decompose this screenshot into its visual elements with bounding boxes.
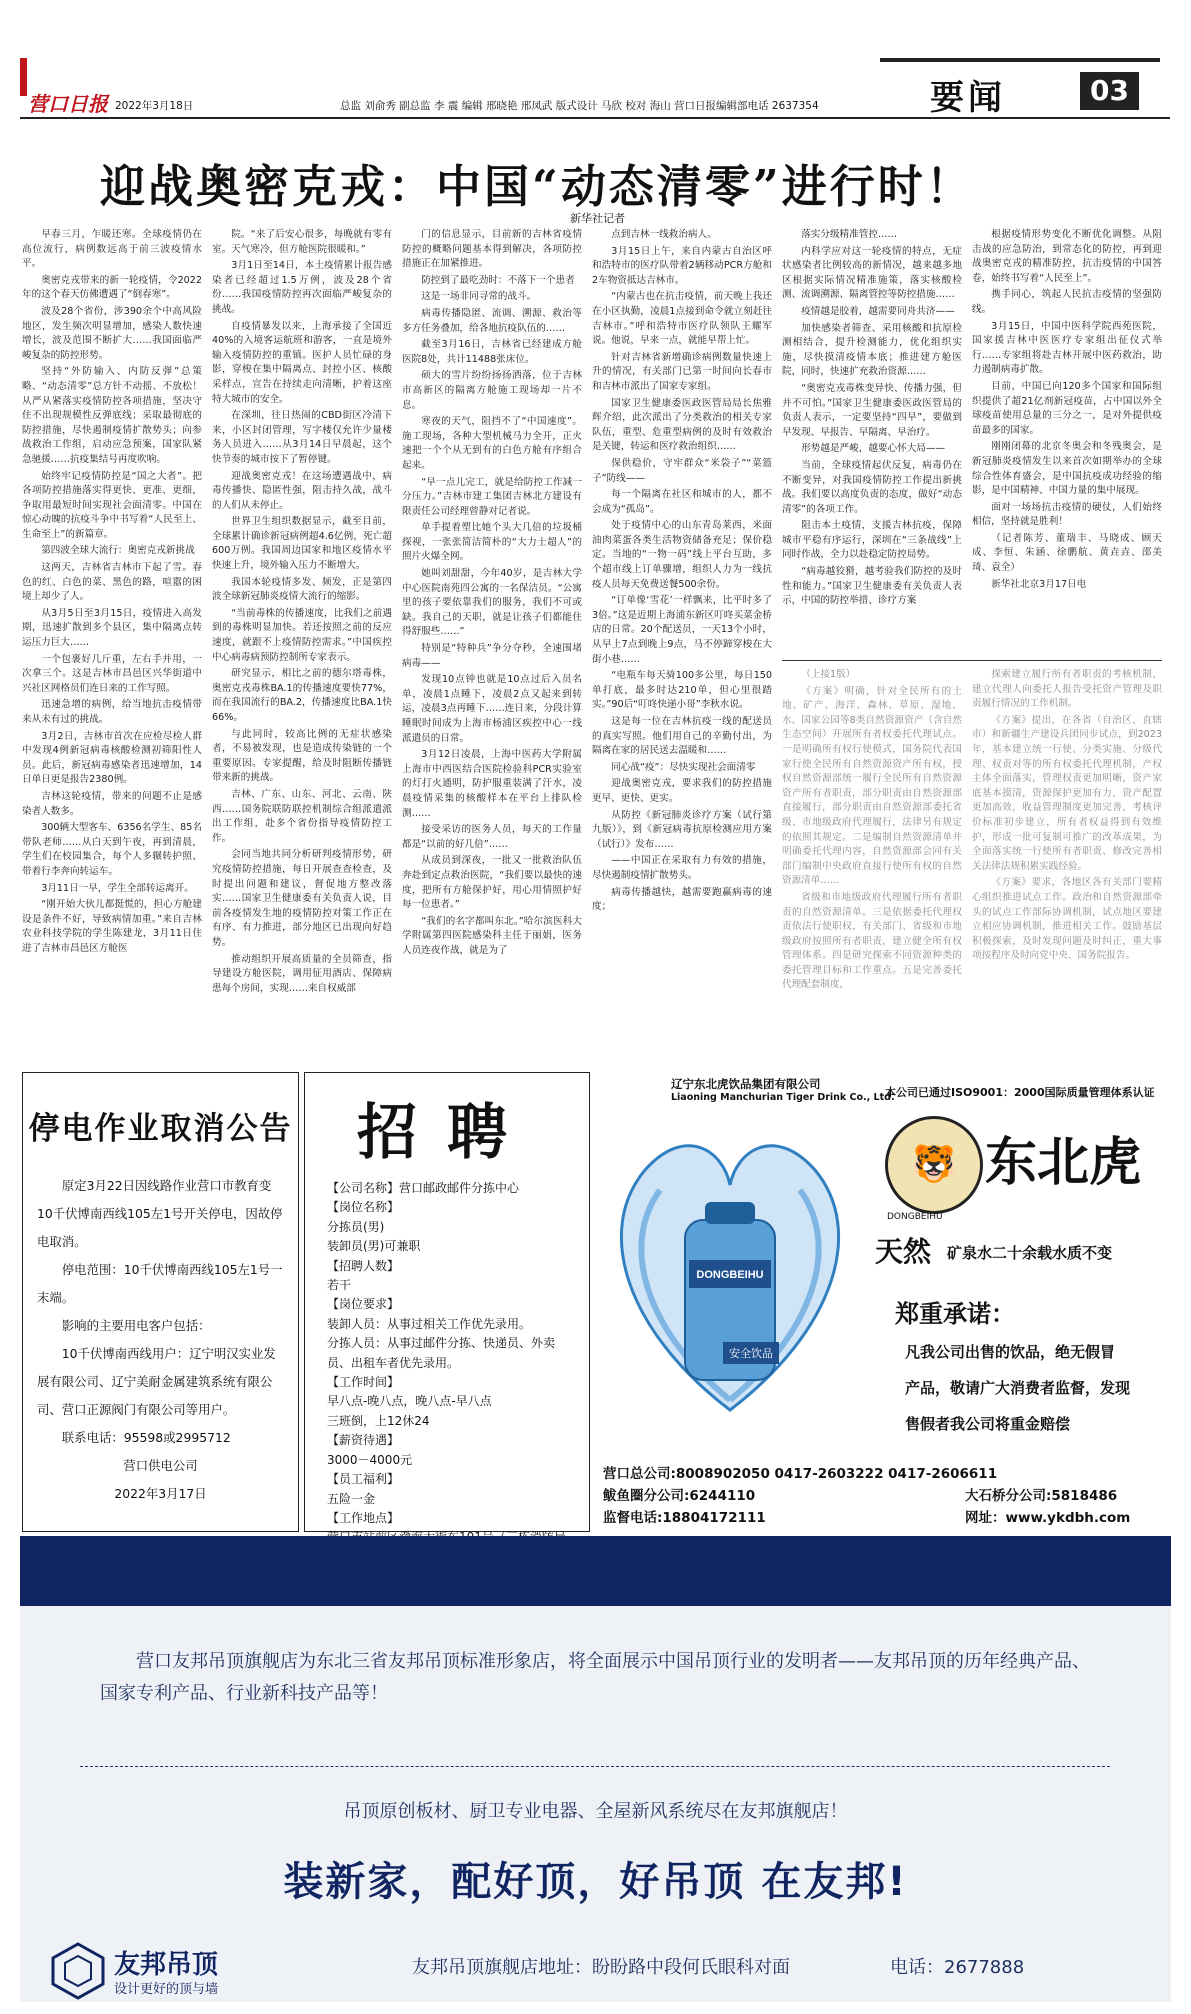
power-notice-p3: 影响的主要用电客户包括： bbox=[61, 1318, 211, 1333]
recruitment-line: 若干 bbox=[327, 1278, 352, 1293]
ceiling-address: 友邦吊顶旗舰店地址：盼盼路中段何氏眼科对面 bbox=[412, 1957, 790, 1978]
iso-cert: 本公司已通过ISO9001：2000国际质量管理体系认证 bbox=[885, 1086, 1155, 1099]
page-number: 03 bbox=[1080, 72, 1139, 110]
article-paragraph: 门的信息显示，目前新的吉林省疫情防控的概略问题基本得到解决，各项防控措施正在加紧推进。 bbox=[402, 229, 582, 270]
article-paragraph: 3月2日，吉林市首次在应检尽检人群中发现4例新冠病毒核酸检测初筛阳性人员。此后，新冠病毒感染者迅速增加，14日单日更是报告2380例。 bbox=[22, 730, 202, 786]
safety-badge: 安全饮品 bbox=[723, 1342, 779, 1364]
recruitment-line: 早八点-晚八点，晚八点-早八点 bbox=[327, 1394, 492, 1409]
water-company-en: Liaoning Manchurian Tiger Drink Co., Ltd. bbox=[671, 1092, 895, 1103]
article-byline: 新华社记者 bbox=[570, 212, 625, 225]
article-paragraph: （记者陈芳、董瑞丰、马晓成、顾天成、李恒、朱涵、徐鹏航、黄垚垚、邵美琦、袁全） bbox=[972, 532, 1162, 574]
article-paragraph: 省级和市地级政府代理履行所有者职责的自然资源清单。三是依据委托代理权责依法行使职权，有关部门、省级和市地级政府按照所有者职责，建立健全所有权管理体系。四是研究探索不同资源种类的委托管理目标和工作重点。五是完善委托代理配套制度， bbox=[782, 891, 962, 991]
recruitment-title: 招聘 bbox=[357, 1098, 537, 1168]
editors-line: 总监 刘俞秀 副总监 李 震 编辑 邢晓艳 邢凤武 版式设计 马欣 校对 海山 营口日报编辑部电话 2637354 bbox=[340, 100, 819, 112]
power-notice-signature: 营口供电公司 bbox=[123, 1458, 198, 1473]
power-notice-p2: 停电范围：10千伏博南西线105左1号一末端。 bbox=[37, 1262, 283, 1305]
sidebar-column-1 bbox=[782, 668, 962, 1063]
article-paragraph: 阻击本土疫情，支援吉林抗疫，保障城市平稳有序运行，深圳在“三条战线”上同时作战，全力以赴稳定防控局势。 bbox=[782, 520, 962, 561]
recruitment-line: 【招聘人数】 bbox=[327, 1258, 400, 1273]
article-paragraph: 3月11日一早，学生全部转运离开。 bbox=[41, 882, 194, 894]
article-paragraph: 病毒传播隐匿、流调、溯源、救治等多方任务叠加，给各地抗疫队伍的…… bbox=[402, 307, 582, 334]
article-paragraph: 这两天，吉林省吉林市下起了雪。春色的红、白色的菜、黑色的路，喧嚣的困境上却少了人。 bbox=[22, 562, 202, 603]
water-ad bbox=[595, 1072, 1171, 1530]
power-notice-ad bbox=[22, 1072, 299, 1532]
ceiling-para-1: 营口友邦吊顶旗舰店为东北三省友邦吊顶标准形象店，将全面展示中国吊顶行业的发明者——友邦吊顶的历年经典产品、国家专利产品、行业新科技产品等！ bbox=[100, 1651, 1090, 1704]
article-headline: 迎战奥密克戎：中国“动态清零”进行时！ bbox=[100, 160, 974, 213]
article-paragraph: 第四波全球大流行：奥密克戎新挑战 bbox=[41, 545, 195, 557]
article-paragraph: 根据疫情形势变化不断优化调整。从阻击战的应急防治，到常态化的防控，再到迎战奥密克戎的精准防控，抗击疫情的中国答卷，始终书写着“人民至上”。 bbox=[972, 229, 1162, 284]
article-column-6 bbox=[972, 228, 1162, 648]
article-paragraph: 院。“来了后安心很多，每晚就有零有室。天气寒冷，但方舱医院很暖和。” bbox=[212, 229, 392, 255]
article-paragraph: 保供稳价，守牢群众“米袋子”“菜篮子”防线—— bbox=[592, 457, 772, 484]
ceiling-logo bbox=[48, 1941, 108, 2005]
water-hotline: 监督电话:18804172111 bbox=[603, 1510, 766, 1526]
article-paragraph: 研究显示，相比之前的德尔塔毒株，奥密克戎毒株BA.1的传播速度要快77%，而在我国流行的BA.2，传播速度比BA.1快66%。 bbox=[212, 668, 392, 723]
article-paragraph: 面对一场场抗击疫情的硬仗，人们始终相信，坚持就是胜利！ bbox=[972, 501, 1162, 528]
article-paragraph: 国家卫生健康委医政医管局局长焦雅辉介绍，此次派出了分类救治的相关专家队伍，重型、危重型病例的及时有效救治是关键，转运和医疗救治组织…… bbox=[592, 397, 772, 453]
article-paragraph: 截至3月16日，吉林省已经建成方舱医院8处，共计11488张床位。 bbox=[402, 339, 582, 365]
article-paragraph: 新华社北京3月17日电 bbox=[991, 578, 1087, 590]
article-paragraph: 《方案》要求，各地区各有关部门要精心组织推进试点工作。政治和自然资源部牵头的试点工作部际协调机制，试点地区要建立相应协调机制，推进相关工作。鼓励基层积极探索，及时发现问题及时纠正，重大事项按程序及时向党中央、国务院报告。 bbox=[972, 877, 1162, 962]
article-paragraph: 接受采访的医务人员，每天的工作量都是“以前的好几倍”…… bbox=[402, 824, 582, 850]
article-paragraph: 从成员到深夜，一批又一批救治队伍奔赴到定点救治医院，“我们要以最快的速度，把所有方舱保护好，用心用情照护好每一位患者。” bbox=[402, 855, 582, 911]
article-paragraph: 探索建立履行所有者职责的考核机制，建立代理人向委托人报告受托资产管理及职责履行情况的工作机制。 bbox=[972, 669, 1162, 710]
promise-line-2: 产品，敬请广大消费者监督，发现 bbox=[905, 1379, 1131, 1397]
water-shiqiao-phone: 大石桥分公司:5818486 bbox=[965, 1488, 1118, 1504]
power-notice-date: 2022年3月17日 bbox=[114, 1486, 207, 1501]
article-paragraph: 从3月5日至3月15日，疫情进入高发期，迅速扩散到多个县区，集中隔离点转运压力巨大…… bbox=[22, 607, 202, 649]
article-paragraph: 同心战“疫”：尽快实现社会面清零 bbox=[611, 761, 756, 773]
recruitment-line: 装卸人员：从事过相关工作优先录用。 bbox=[327, 1316, 532, 1331]
article-paragraph: “奥密克戎毒株变异快、传播力强，但并不可怕。”国家卫生健康委医政医管局的负责人表示，一定要坚持“四早”，要做到早发现、早报告、早隔离、早治疗。 bbox=[782, 382, 962, 438]
article-paragraph: “电瓶车每天骑100多公里，每日150单打底，最多时达210单，但心里很踏实。”90后“叮咚快递小哥”李秋水说。 bbox=[592, 670, 772, 711]
water-bayuquan-phone: 鲅鱼圈分公司:6244110 bbox=[603, 1488, 756, 1504]
water-contact-block bbox=[595, 1462, 1171, 1530]
ceiling-para-2: 吊顶原创板材、厨卫专业电器、全屋新风系统尽在友邦旗舰店！ bbox=[343, 1801, 848, 1822]
tiger-logo-icon: 🐯 bbox=[885, 1116, 983, 1214]
article-paragraph: “内蒙古也在抗击疫情，前天晚上我还在小区执勤，凌晨1点接到命令就立刻赶往吉林市。”呼和浩特市医疗队领队王耀军说。他说，早来一点，就能早帮上忙。 bbox=[592, 291, 772, 347]
article-paragraph: “我们的名字都叫东北。”哈尔滨医科大学附属第四医院感染科主任于丽娟，医务人员连夜作战，就是为了 bbox=[402, 915, 582, 956]
recruitment-ad bbox=[304, 1072, 590, 1532]
article-paragraph: 落实分级精准管控…… bbox=[801, 229, 898, 240]
article-paragraph: 单手提着塑比她个头大几倍的垃圾桶探视，一张张简洁简朴的“大力士超人”的照片火爆全网。 bbox=[402, 522, 582, 563]
article-paragraph: 发现10点钟也就是10点过后入员名单，凌晨1点睡下，凌晨2点又起来到转运，凌晨3点再睡下……连日来，分段计算睡眠时间成为上海市杨浦区疾控中心一线派遣员的日常。 bbox=[402, 674, 582, 744]
article-paragraph: 世界卫生组织数据显示，截至目前，全球累计确诊新冠病例超4.6亿例，死亡超600万例。我国周边国家和地区疫情水平快速上升，境外输入压力不断增大。 bbox=[212, 516, 392, 572]
recruitment-line: 【工作地点】 bbox=[327, 1510, 400, 1525]
article-paragraph: 《方案》明确，针对全民所有的土地、矿产、海洋、森林、草原、湿地、水、国家公园等8类自然资源资产（含自然生态空间）开展所有者权委托代理试点。一是明确所有权行使模式，国务院代表国家行使全民所有自然资源资产所有权，授权自然资源部统一履行全民所有自然资源资产所有者职责，部分职责由自然资源部直接履行，部分职责由自然资源部委托省级、市地级政府代理履行，法律另有规定的依照其规定。二是编制自然资源清单并明确委托代理内容，自然资源部会同有关部门编制中央政府直接行使所有权的自然资源清单…… bbox=[782, 685, 962, 887]
article-paragraph: 《方案》提出，在各省（自治区、直辖市）和新疆生产建设兵团同步试点，到2023年，基本建立统一行使、分类实施、分级代理、权责对等的所有权委托代理机制，产权主体全面落实，管理权责更加明晰，资产家底基本摸清，资源保护更加有力，资产配置更加高效，收益管理制度更加完善，考核评价标准初步建立，所有者权益得到有效维护，形成一批可复制可推广的改革成果，为全面落实统一行使所有者职责、修改完善相关法律法规积累实践经验。 bbox=[972, 714, 1162, 872]
section-title: 要闻 bbox=[930, 78, 1006, 118]
article-paragraph: 寒夜的天气，阻挡不了“中国速度”。施工现场，各种大型机械马力全开，正火速把一个个从无到有的白色方舱有序组合起来。 bbox=[402, 416, 582, 471]
power-notice-p4: 10千伏博南西线用户：辽宁明汉实业发展有限公司、辽宁美耐金属建筑系统有限公司、营口正源阀门有限公司等用户。 bbox=[37, 1346, 276, 1417]
article-paragraph: 目前，中国已向120多个国家和国际组织提供了超21亿剂新冠疫苗，占中国以外全球疫苗使用总量的三分之一，是对外提供疫苗最多的国家。 bbox=[972, 380, 1162, 436]
article-paragraph: 300辆大型客车、6356名学生、85名带队老师……从白天到午夜，再到清晨，学生们在校园集合，每个人多辗转护照、带着行李奔向转运车。 bbox=[22, 822, 202, 877]
article-paragraph: 迎战奥密克戎！在这场遭遇战中，病毒传播快、隐匿性强，阻击持久战，战斗的人们从未停止。 bbox=[212, 470, 392, 511]
article-column-4 bbox=[592, 228, 772, 1058]
recruitment-line: 分拣人员：从事过邮件分拣、快递员、外卖员、出租车者优先录用。 bbox=[327, 1336, 556, 1370]
article-column-5 bbox=[782, 228, 962, 648]
article-paragraph: 奥密克戎带来的新一轮疫情，令2022年的这个春天仿佛遭遇了“倒春寒”。 bbox=[22, 274, 202, 301]
article-paragraph: 3月15日上午，来自内蒙古自治区呼和浩特市的医疗队带着2辆移动PCR方舱和2车物资抵达吉林市。 bbox=[592, 245, 772, 286]
article-column-3 bbox=[402, 228, 582, 1058]
sidebar-rule bbox=[782, 660, 1162, 661]
article-paragraph: 处于疫情中心的山东青岛莱西，米面油肉菜蛋各类生活物资储备充足；保价稳定。当地的“一物一码”线上平台互助，多个超市线上订单骤增，组织人力为一线抗疫人员每天免费送餐500余份。 bbox=[592, 520, 772, 590]
article-paragraph: 硕大的雪片纷纷扬扬洒落，位于吉林市高新区的隔离方舱施工现场却一片不息。 bbox=[402, 370, 582, 411]
ceiling-divider bbox=[80, 1766, 1110, 1768]
article-paragraph: 疫情越是胶着，越需要同舟共济—— bbox=[801, 305, 955, 317]
article-paragraph: 病毒传播越快，越需要跑赢病毒的速度； bbox=[592, 886, 772, 913]
article-paragraph: “早一点儿完工，就是给防控工作减一分压力。”吉林市建工集团吉林北方建设有限责任公司经理曾静对记者说。 bbox=[402, 476, 582, 517]
article-paragraph: 会同当地共同分析研判疫情形势，研究疫情防控措施，每日开展查查检查，及时提出问题和建议，督促地方整改落实……国家卫生健康委有关负责人说，目前各疫情发生地的疫情防控对策工作正在有序、有力推进，部分地区已出现向好趋势。 bbox=[212, 849, 392, 948]
slogan-tianran: 天然 bbox=[875, 1235, 932, 1268]
article-paragraph: 推动组织开展高质量的全员筛查，指导建设方舱医院，调用征用酒店、保障病患每个房间，实现……来自权威部 bbox=[212, 953, 392, 994]
brand-name: 东北虎 bbox=[985, 1132, 1142, 1193]
water-website: 网址：www.ykdbh.com bbox=[965, 1510, 1131, 1526]
water-company-cn: 辽宁东北虎饮品集团有限公司 bbox=[671, 1077, 821, 1091]
recruitment-line: 【员工福利】 bbox=[327, 1472, 400, 1487]
article-paragraph: 在深圳，往日热闹的CBD街区冷清下来，小区封闭管理，写字楼仅允许少量楼务人员进入……从3月14日早晨起，这个快节奏的城市按下了暂停键。 bbox=[212, 410, 392, 465]
article-paragraph: 一个包裹好几斤重，左右手并用，一次拿三个。这是吉林市昌邑区兴华街道中兴社区网格员们连日来的工作写照。 bbox=[22, 653, 202, 694]
article-column-2 bbox=[212, 228, 392, 1058]
ceiling-tagline: 设计更好的顶与墙 bbox=[114, 1982, 219, 1997]
recruitment-line: 3000－4000元 bbox=[327, 1452, 413, 1467]
article-column-1 bbox=[22, 228, 202, 1058]
promise-line-3: 售假者我公司将重金赔偿 bbox=[905, 1415, 1071, 1433]
article-paragraph: “订单像‘雪花’一样飘来，比平时多了3倍。”这是近期上海浦东新区叮咚买菜金桥店的日常。20个配送员，一天13个小时，从早上7点到晚上9点，马不停蹄穿梭在大街小巷…… bbox=[592, 595, 772, 665]
article-paragraph: “病毒越狡猾，越考验我们防控的及时性和能力。”国家卫生健康委有关负责人表示，中国的防控举措、诊疗方案 bbox=[782, 566, 962, 607]
power-notice-phone: 联系电话：95598或2995712 bbox=[61, 1430, 231, 1445]
article-paragraph: 这是一场非同寻常的战斗。 bbox=[421, 291, 537, 303]
ceiling-phone: 电话：2677888 bbox=[890, 1957, 1025, 1978]
article-paragraph: 我国本轮疫情多发、频发，正是第四波全球新冠肺炎疫情大流行的缩影。 bbox=[212, 576, 392, 603]
article-paragraph: 3月12日凌晨，上海中医药大学附属上海市中西医结合医院检验科PCR实验室的灯打火通明，防护服重装满了汗水，凌晨疫情采集的核酸样本在平台上排队检测…… bbox=[402, 749, 582, 819]
article-paragraph: 防控到了最吃劲时：不落下一个患者 bbox=[421, 274, 575, 286]
recruitment-line: 【公司名称】营口邮政邮件分拣中心 bbox=[327, 1181, 520, 1195]
water-hq-phone: 营口总公司:8008902050 0417-2603222 0417-2606611 bbox=[603, 1466, 998, 1482]
recruitment-line: 【工作时间】 bbox=[327, 1375, 400, 1390]
article-paragraph: 点到吉林一线救治病人。 bbox=[611, 229, 717, 240]
sidebar-column-2 bbox=[972, 668, 1162, 1063]
promise-line-1: 凡我公司出售的饮品，绝无假冒 bbox=[905, 1343, 1116, 1361]
article-paragraph: 特别是“特种兵”争分夺秒，全速围堵病毒—— bbox=[402, 643, 582, 669]
article-paragraph: 每一个隔离在社区和城市的人，都不会成为“孤岛”。 bbox=[592, 489, 772, 515]
ceiling-brand: 友邦吊顶 bbox=[114, 1950, 219, 1980]
ceiling-ad-top-band bbox=[20, 1536, 1171, 1606]
article-paragraph: 3月1日至14日，本土疫情累计报告感染者已经超过1.5万例，波及28个省份……我国疫情防控再次面临严峻复杂的挑战。 bbox=[212, 260, 392, 315]
article-paragraph: 波及28个省份，涉390余个中高风险地区，发生频次明显增加，感染人数快速增长，波及范围不断扩大……我国面临严峻复杂的防控形势。 bbox=[22, 305, 202, 361]
masthead-accent bbox=[20, 58, 27, 96]
issue-date: 2022年3月18日 bbox=[115, 100, 194, 112]
article-paragraph: “当前毒株的传播速度，比我们之前遇到的毒株明显加快。若还按照之前的反应速度，就跟不上疫情防控需求。”中国疾控中心病毒病预防控制所专家表示。 bbox=[212, 607, 392, 663]
article-paragraph: 迅速急增的病例，给当地抗击疫情带来从未有过的挑战。 bbox=[22, 699, 202, 725]
recruitment-line: 装卸员(男)可兼职 bbox=[327, 1239, 421, 1254]
article-paragraph: 这是每一位在吉林抗疫一线的配送员的真实写照。他们用自己的辛勤付出，为隔离在家的居民送去温暖和…… bbox=[592, 716, 772, 757]
slogan-rest: 矿泉水二十余载水质不变 bbox=[947, 1244, 1113, 1262]
article-paragraph: 吉林、广东、山东、河北、云南、陕西……国务院联防联控机制综合组派遣派出工作组，赴多个省份指导疫情防控工作。 bbox=[212, 788, 392, 844]
article-paragraph: 吉林这轮疫情，带来的问题不止是感染者人数多。 bbox=[22, 790, 202, 817]
brand-en: DONGBEIHU bbox=[887, 1212, 943, 1222]
article-paragraph: 内科学应对这一轮疫情的特点，无症状感染者比例较高的新情况，越来越多地区根据实际情况精准施策，落实核酸检测、流调溯源、隔离管控等防控措施…… bbox=[782, 245, 962, 301]
article-paragraph: 始终牢记疫情防控是“国之大者”。把各项防控措施落实得更快、更准、更细，争取用最短时间实现社会面清零。中国在惊心动魄的抗疫斗争中书写着“人民至上、生命至上”的新篇章。 bbox=[22, 470, 202, 540]
article-paragraph: 与此同时，较高比例的无症状感染者，不易被发现，也是造成传染链的一个重要原因。专家提醒，给及时阻断传播链带来新的挑战。 bbox=[212, 728, 392, 784]
recruitment-line: 【岗位名称】 bbox=[327, 1200, 400, 1215]
article-paragraph: 从防控《新冠肺炎诊疗方案（试行第九版）》，到《新冠病毒抗原检测应用方案（试行）》发布…… bbox=[592, 809, 772, 850]
article-paragraph: “刚开始大伙儿都挺慌的，担心方舱建设是条件不好，导致病情加重。”来自吉林农业科技学院的学生陈建龙，3月11日住进了吉林市昌邑区方舱医 bbox=[22, 899, 202, 954]
recruitment-line: 三班倒，上12休24 bbox=[327, 1413, 430, 1428]
recruitment-line: 分拣员(男) bbox=[327, 1219, 385, 1234]
article-paragraph: 迎战奥密克戎，要求我们的防控措施更早、更快、更实。 bbox=[592, 778, 772, 804]
recruitment-line: 五险一金 bbox=[327, 1491, 376, 1506]
article-paragraph: 她叫刘甜甜，今年40岁，是吉林大学中心医院南苑四公寓的一名保洁员。“公寓里的孩子要依靠我们的服务，我们不可或缺。我自己的天职，就是让孩子们都能住得舒服些……” bbox=[402, 568, 582, 638]
article-paragraph: 针对吉林省新增确诊病例数量快速上升的情况，有关部门已第一时间向长春市和吉林市派出了国家专家组。 bbox=[592, 351, 772, 392]
bottle-label: DONGBEIHU bbox=[696, 1269, 764, 1281]
promise-text bbox=[905, 1334, 1130, 1442]
article-paragraph: 自疫情暴发以来，上海承接了全国近40%的入境客运航班和游客，一直是境外输入疫情防控的重镇。医护人员忙碌的身影，穿梭在集中隔离点、封控小区、核酸采样点，宣告在持续走向清晰，护着这座特大城市的安全。 bbox=[212, 320, 392, 405]
article-paragraph: 刚刚闭幕的北京冬奥会和冬残奥会，是新冠肺炎疫情发生以来首次如期举办的全球综合性体育盛会，是中国抗疫成功经验的缩影，是中国精神、中国力量的集中展现。 bbox=[972, 441, 1162, 497]
article-paragraph: 当前，全球疫情起伏反复，病毒仍在不断变异，对我国疫情防控工作提出新挑战。我们要以高度负责的态度，做好“动态清零”的各项工作。 bbox=[782, 459, 962, 515]
article-paragraph: 形势越是严峻，越要心怀大局—— bbox=[801, 443, 946, 455]
article-paragraph: 早春三月，乍暖还寒。全球疫情仍在高位流行，病例数远高于前三波疫情水平。 bbox=[22, 229, 202, 270]
recruitment-line: 【岗位要求】 bbox=[327, 1297, 400, 1312]
promise-title: 郑重承诺： bbox=[895, 1300, 1015, 1328]
power-notice-title: 停电作业取消公告 bbox=[28, 1111, 293, 1147]
article-paragraph: 加快感染者筛查、采用核酸和抗原检测相结合，提升检测能力，优化组织实施，尽快摸清疫情本底；推进建方舱医院，同时，快速扩充救治资源…… bbox=[782, 322, 962, 378]
power-notice-p1: 原定3月22日因线路作业营口市教育变10千伏博南西线105左1号开关停电，因故停电取消。 bbox=[37, 1178, 283, 1249]
article-paragraph: ——中国正在采取有力有效的措施，尽快遏制疫情扩散势头。 bbox=[592, 855, 772, 881]
article-paragraph: 3月15日，中国中医科学院西苑医院，国家援吉林中医医疗专家组出征仪式举行……专家组将赴吉林开展中医药救治，助力遏制病毒扩散。 bbox=[972, 320, 1162, 376]
recruitment-line: 【薪资待遇】 bbox=[327, 1433, 400, 1448]
article-paragraph: 携手同心，筑起人民抗击疫情的坚强防线。 bbox=[972, 289, 1162, 315]
water-splash-illustration bbox=[605, 1110, 855, 1420]
ceiling-slogan: 装新家，配好顶，好吊顶 在友邦! bbox=[283, 1859, 908, 1905]
newspaper-logo: 营口日报 bbox=[28, 92, 108, 116]
article-paragraph: （上接1版） bbox=[801, 669, 856, 680]
ceiling-logo-icon bbox=[48, 1941, 108, 2001]
article-paragraph: 坚持“外防输入、内防反弹”总策略、“动态清零”总方针不动摇、不放松！从严从紧落实疫情防控各项措施，坚决守住不出现规模性反弹底线；采取最彻底的防控措施，尽快遏制疫情扩散势头；向参战救治工作组，启动应急预案，国家队紧急驰援……抗疫集结号再度吹响。 bbox=[22, 366, 202, 465]
ceiling-ad bbox=[20, 1536, 1171, 2002]
